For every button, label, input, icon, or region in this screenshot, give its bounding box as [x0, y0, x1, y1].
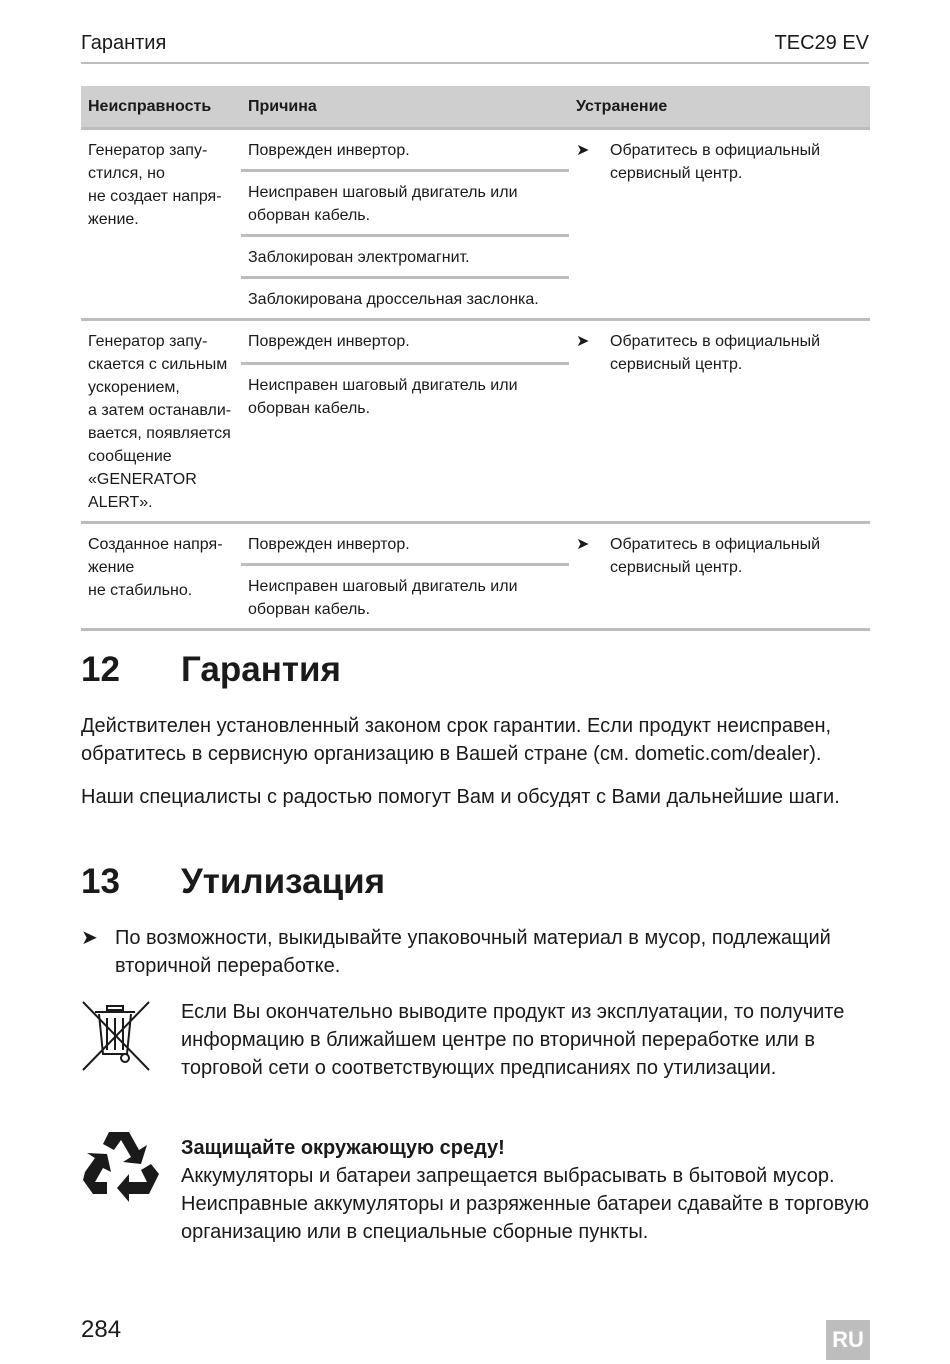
arrow-bullet-icon: ➤	[576, 333, 590, 350]
environment-title: Защищайте окружающую среду!	[181, 1137, 505, 1159]
warranty-paragraph-1: Действителен установленный законом срок гарантии. Если продукт неисправен, обратитесь в сервисную организацию в Вашей стране (см. dometic.com/dealer).	[81, 715, 832, 765]
remedy-cell: ➤ Обратитесь в официальный сервисный центр.	[569, 523, 870, 630]
cause-cell: Неисправен шаговый двигатель или оборван кабель.	[241, 171, 569, 236]
fault-cell: Созданное напря- жение не стабильно.	[81, 523, 241, 630]
fault-cell: Генератор запу- скается с сильным ускорением, а затем останавли- вается, появляется сообщение «GENERATOR ALERT».	[81, 320, 241, 523]
troubleshooting-table	[81, 86, 870, 631]
table-row	[81, 129, 870, 171]
warranty-paragraph-2: Наши специалисты с радостью помогут Вам и обсудят с Вами дальнейшие шаги.	[81, 786, 840, 808]
cause-cell: Заблокирован электромагнит.	[241, 236, 569, 278]
disposal-bullet: ➤ По возможности, выкидывайте упаковочный материал в мусор, подлежащий вторичной переработке.	[81, 924, 881, 980]
page-number: 284	[81, 1316, 122, 1343]
remedy-cell: ➤ Обратитесь в официальный сервисный центр.	[569, 129, 870, 320]
cause-cell: Поврежден инвертор.	[241, 523, 569, 565]
col-cause: Причина	[241, 86, 569, 129]
arrow-bullet-icon: ➤	[81, 927, 98, 949]
arrow-bullet-icon: ➤	[576, 142, 590, 159]
cause-cell: Неисправен шаговый двигатель или оборван кабель.	[241, 364, 569, 523]
cause-cell: Неисправен шаговый двигатель или оборван кабель.	[241, 565, 569, 630]
crossed-out-bin-icon	[81, 1000, 151, 1072]
remedy-cell: ➤ Обратитесь в официальный сервисный центр.	[569, 320, 870, 523]
header-model: TEC29 EV	[774, 32, 869, 54]
language-badge: RU	[826, 1320, 870, 1360]
col-remedy: Устранение	[569, 86, 870, 129]
environment-text: Аккумуляторы и батареи запрещается выбрасывать в бытовой мусор. Неисправные аккумуляторы и разряженные батареи сдавайте в торговую организацию или в специальные сборные пункты.	[181, 1165, 869, 1243]
cause-cell: Поврежден инвертор.	[241, 320, 569, 364]
section-heading-disposal: 13 Утилизация	[81, 862, 386, 901]
table-row	[81, 523, 870, 565]
header-section: Гарантия	[81, 32, 167, 54]
col-fault: Неисправность	[81, 86, 241, 129]
fault-cell: Генератор запу- стился, но не создает напря- жение.	[81, 129, 241, 320]
page-header	[81, 30, 869, 64]
environment-block	[181, 1134, 871, 1246]
cause-cell: Поврежден инвертор.	[241, 129, 569, 171]
cause-cell: Заблокирована дроссельная заслонка.	[241, 278, 569, 320]
recycling-icon	[81, 1128, 161, 1204]
weee-text: Если Вы окончательно выводите продукт из эксплуатации, то получите информацию в ближайшем центре по вторичной переработке или в торговой сети о соответствующих предписаниях по утилизации.	[181, 1001, 845, 1079]
arrow-bullet-icon: ➤	[576, 536, 590, 553]
table-row	[81, 320, 870, 364]
table-header-row	[81, 86, 870, 129]
section-heading-warranty: 12 Гарантия	[81, 650, 341, 689]
